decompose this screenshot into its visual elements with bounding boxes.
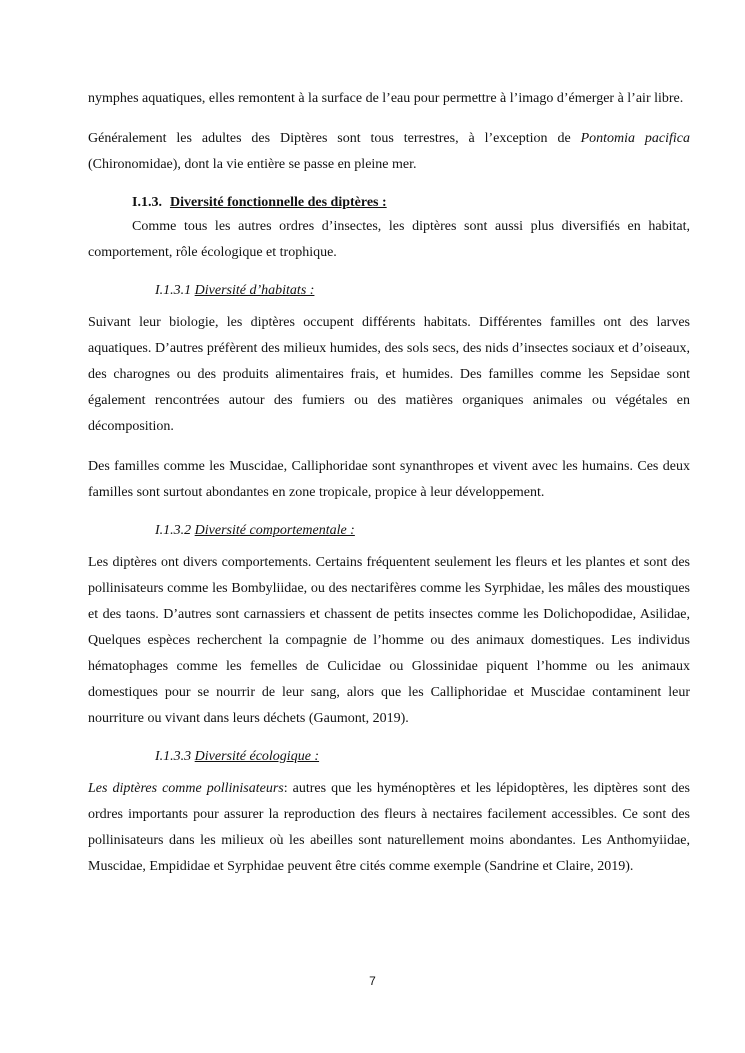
section-title: Diversité d’habitats : [194,283,315,298]
section-number: I.1.3. [132,195,162,210]
paragraph-comportements: Les diptères ont divers comportements. Certains fréquentent seulement les fleurs et les plantes et sont des pollinisateurs comme les Bombyliidae, ou des nectarifères comme les Syrphidae, les mâles des moustiques et des taons. D’autres sont carnassiers et chassent de petits insectes comme les Dolichopodidae, Asilidae, Quelques espèces recherchent la compagnie de l’homme ou des animaux domestiques. Les individus hématophages comme les femelles de Culicidae ou Glossinidae piquent l’homme ou les animaux domestiques pour se nourrir de leur sang, alors que les Calliphoridae et Muscidae contaminent leur nourriture ou vivant dans leurs déchets (Gaumont, 2019). [88,555,690,726]
paragraph-synanthropes: Des familles comme les Muscidae, Calliphoridae sont synanthropes et vivent avec les humains. Ces deux familles sont surtout abondantes en zone tropicale, propice à leur développement. [88,459,690,500]
subsection-heading-1-1-3-3 [155,746,690,768]
paragraph-pollinisateurs [88,776,690,880]
section-number: I.1.3.3 [155,749,192,764]
subsection-heading-1-1-3-2 [155,520,690,542]
section-title: Diversité fonctionnelle des diptères : [169,195,387,210]
section-title: Diversité comportementale : [194,523,355,538]
section-title: Diversité écologique : [194,749,320,764]
species-name: Pontomia pacifica [580,131,690,146]
paragraph-diversite-intro: Comme tous les autres ordres d’insectes, les diptères sont aussi plus diversifiés en habitat, comportement, rôle écologique et trophique. [88,219,690,260]
paragraph-text: : autres que les hyménoptères et les lépidoptères, les diptères sont des ordres importants pour assurer la reproduction des fleurs à nectaires facilement accessibles. Ce sont des pollinisateurs dans les milieux où les abeilles sont naturellement moins abondantes. Les Anthomyiidae, Muscidae, Empididae et Syrphidae peuvent être cités comme exemple (Sandrine et Claire, 2019). [88,781,691,874]
section-number: I.1.3.1 [155,283,192,298]
subsection-heading-1-1-3-1 [155,280,690,302]
paragraph-lead: Les diptères comme pollinisateurs [88,781,284,796]
paragraph-habitats: Suivant leur biologie, les diptères occupent différents habitats. Différentes familles ont des larves aquatiques. D’autres préfèrent des milieux humides, des sols secs, des nids d’insectes sociaux et d’oiseaux, des charognes ou des produits alimentaires frais, et humides. Des familles comme les Sepsidae sont également rencontrées autour des fumiers ou des matières organiques animales ou végétales en décomposition. [88,315,690,434]
section-heading-1-1-3 [132,192,690,214]
paragraph-text: (Chironomidae), dont la vie entière se passe en pleine mer. [88,157,417,172]
paragraph-adultes-terrestres [88,126,690,178]
paragraph-nymphes: nymphes aquatiques, elles remontent à la surface de l’eau pour permettre à l’imago d’émerger à l’air libre. [88,91,684,106]
section-number: I.1.3.2 [155,523,192,538]
paragraph-text: Généralement les adultes des Diptères sont tous terrestres, à l’exception de [88,131,581,146]
document-page [88,86,690,880]
page-number: 7 [369,974,376,988]
